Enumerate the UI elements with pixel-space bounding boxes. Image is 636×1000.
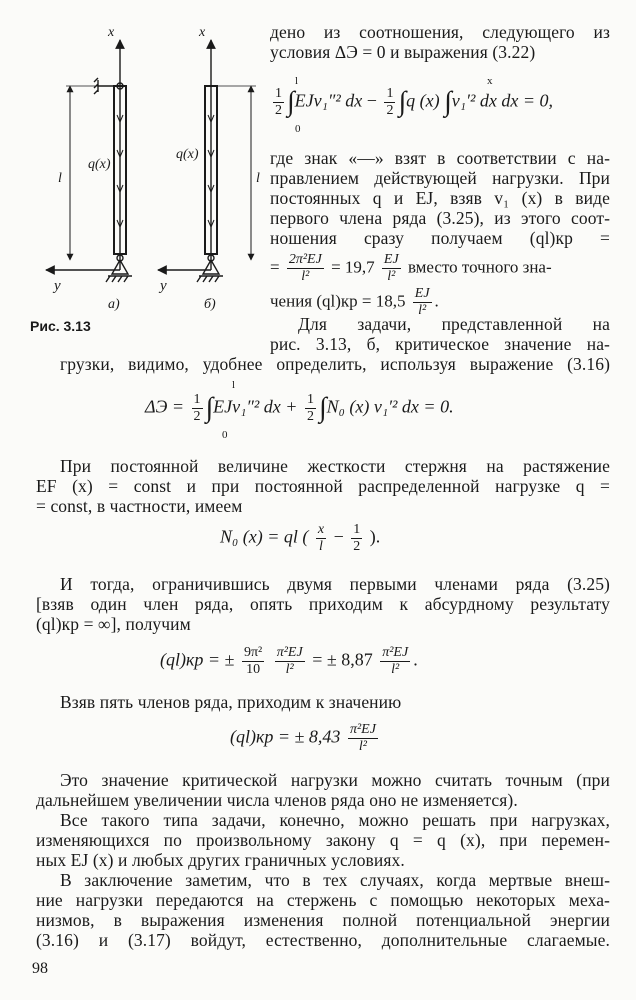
- equation-4: [160, 645, 418, 678]
- para5: Взяв пять членов ряда, приходим к значению: [60, 692, 402, 712]
- inline-eq2-text: чения (ql)кр = 18,5: [270, 291, 406, 311]
- eq3-f2-den: 2: [353, 539, 361, 554]
- column-para-line-4: первого члена ряда (3.25), из этого соот-: [270, 208, 610, 228]
- para2-line-2: рис. 3.13, б, критическое значение на-: [270, 334, 610, 354]
- para6-line-9: (3.16) и (3.17) войдут, естественно, дополнительные слагаемые.: [36, 930, 610, 950]
- eq4-f1-num: 9π²: [243, 645, 263, 660]
- length-label-a: l: [58, 171, 62, 186]
- para6-line-1: Это значение критической нагрузки можно считать точным (при: [60, 770, 610, 790]
- eq2-lhs: ΔЭ =: [145, 396, 184, 417]
- eq2-f2-den: 2: [306, 409, 314, 424]
- inline-eq2-den: l²: [387, 269, 396, 284]
- eq2-term2: N₀ (x) v₁′² dx = 0.: [326, 396, 454, 417]
- inline-eq2b-den: l²: [418, 303, 427, 318]
- para6-line-6: В заключение заметим, что в тех случаях, когда мертвые внеш-: [60, 870, 610, 890]
- para6-line-2: дальнейшем увеличении числа членов ряда оно не изменяется).: [36, 790, 518, 810]
- eq3-f1-num: x: [317, 522, 325, 537]
- eq1-int-top: l: [295, 75, 299, 87]
- para4-line-2: [взяв один член ряда, опять приходим к абсурдному результату: [36, 594, 610, 614]
- eq1-minus: −: [366, 90, 377, 111]
- column-para-line-1: где знак «—» взят в соответствии с на-: [270, 148, 610, 168]
- para6-line-8: низмов, в выражения изменения полной потенциальной энергии: [36, 910, 610, 930]
- inline-eq2-num: EJ: [383, 252, 399, 267]
- axis-x-label-a: x: [108, 25, 115, 40]
- eq2-f1-den: 2: [193, 409, 201, 424]
- eq3-f2-num: 1: [353, 522, 361, 537]
- inline-eq-value: = 19,7: [331, 257, 375, 277]
- eq4-f2-den: l²: [285, 662, 294, 677]
- column-line-2: условия ΔЭ = 0 и выражения (3.22): [270, 42, 536, 62]
- eq3-minus: −: [333, 526, 344, 547]
- eq2-f1-num: 1: [193, 392, 201, 407]
- column-para-line-2: правлением действующей нагрузки. При: [270, 168, 610, 188]
- eq2-int-bot: 0: [222, 429, 228, 441]
- eq4-f3-den: l²: [391, 662, 400, 677]
- para6-line-4: изменяющихся по произвольному закону q = q (x), при перемен-: [36, 830, 610, 850]
- eq1-int3-top: x: [487, 75, 493, 87]
- eq2-int-top: l: [232, 379, 236, 391]
- para3-line-2: EF (x) = const и при постоянной распределенной нагрузке q =: [36, 476, 610, 496]
- eq5-f-den: l²: [358, 739, 367, 754]
- eq4-f1-den: 10: [246, 662, 261, 677]
- eq4-end: .: [413, 649, 418, 670]
- inline-eq-num: 2π²EJ: [288, 252, 322, 267]
- load-label-a: q(x): [88, 157, 111, 172]
- page-number: 98: [32, 960, 48, 977]
- eq1-frac2-den: 2: [386, 103, 394, 118]
- eq4-lhs: (ql)кр = ±: [160, 649, 235, 670]
- inline-eq-tail: вместо точного зна-: [407, 257, 552, 277]
- figure-3-13: [28, 20, 268, 340]
- column-b-diagram: [158, 40, 256, 282]
- eq1-term3: v₁′² dx dx = 0,: [451, 90, 553, 111]
- eq1-term1: EJv₁″² dx: [294, 90, 363, 111]
- equation-5: [230, 722, 381, 755]
- eq3-rhs: ).: [369, 526, 381, 547]
- para3-line-3: = const, в частности, имеем: [36, 496, 243, 516]
- column-line-1: дено из соотношения, следующего из: [270, 22, 610, 42]
- eq1-frac1-den: 2: [275, 103, 282, 118]
- eq1-frac1-num: 1: [275, 86, 282, 101]
- subfig-label-b: б): [204, 297, 216, 312]
- equation-3: [220, 522, 380, 555]
- eq1-frac2-num: 1: [386, 86, 394, 101]
- axis-y-label-a: y: [54, 278, 61, 294]
- axis-y-label-b: y: [160, 278, 167, 294]
- eq1-term2: q (x): [406, 90, 440, 111]
- eq3-lhs: N₀ (x) = ql (: [220, 526, 309, 547]
- eq2-term1: EJv₁″² dx +: [213, 396, 298, 417]
- para2-line-1: Для задачи, представленной на: [298, 314, 610, 334]
- subfig-label-a: а): [108, 297, 120, 312]
- column-para-line-5: ношения сразу получаем (ql)кр =: [270, 228, 610, 248]
- column-para-line-3: постоянных q и EJ, взяв v₁ (x) в виде: [270, 188, 610, 208]
- load-label-b: q(x): [176, 147, 199, 162]
- eq3-f1-den: l: [319, 539, 323, 554]
- inline-eq2b-num: EJ: [414, 286, 430, 301]
- para2-line-3: грузки, видимо, удобнее определить, используя выражение (3.16): [60, 354, 610, 374]
- eq4-f2-num: π²EJ: [276, 645, 303, 660]
- inline-equation-1: [270, 252, 552, 285]
- para4-line-3: (ql)кр = ∞], получим: [36, 614, 191, 634]
- axis-x-label-b: x: [199, 25, 206, 40]
- inline-eq2-end: .: [434, 291, 439, 311]
- eq5-f-num: π²EJ: [349, 722, 376, 737]
- equation-2: ΔЭ = $\frac{1}{2}$ ∫EJv₁″² dx + $\frac{1}{2}$ ∫N₀ (x) v₁′² dx = 0.: [145, 392, 454, 424]
- eq2-f2-num: 1: [306, 392, 314, 407]
- length-label-b: l: [256, 171, 260, 186]
- para6-line-7: ние нагрузки передаются на стержень с помощью некоторых меха-: [36, 890, 610, 910]
- inline-eq-den: l²: [301, 269, 310, 284]
- para6-line-3: Все такого типа задачи, конечно, можно решать при нагрузках,: [60, 810, 610, 830]
- eq4-mid: = ± 8,87: [312, 649, 373, 670]
- inline-eq-equals: =: [270, 257, 280, 277]
- para4-line-1: И тогда, ограничившись двумя первыми членами ряда (3.25): [60, 574, 610, 594]
- para3-line-1: При постоянной величине жесткости стержня на растяжение: [60, 456, 610, 476]
- equation-1: $\frac{1}{2}$ ∫EJv₁″² dx − $\frac{1}{2}$ ∫q (x) ∫v₁′² dx dx = 0,: [275, 86, 553, 118]
- para6-line-5: ных EJ (x) и любых других граничных условиях.: [36, 850, 405, 870]
- figure-caption: Рис. 3.13: [30, 318, 91, 334]
- eq5-lhs: (ql)кр = ± 8,43: [230, 726, 341, 747]
- eq4-f3-num: π²EJ: [382, 645, 409, 660]
- eq1-int-bot: 0: [295, 123, 301, 135]
